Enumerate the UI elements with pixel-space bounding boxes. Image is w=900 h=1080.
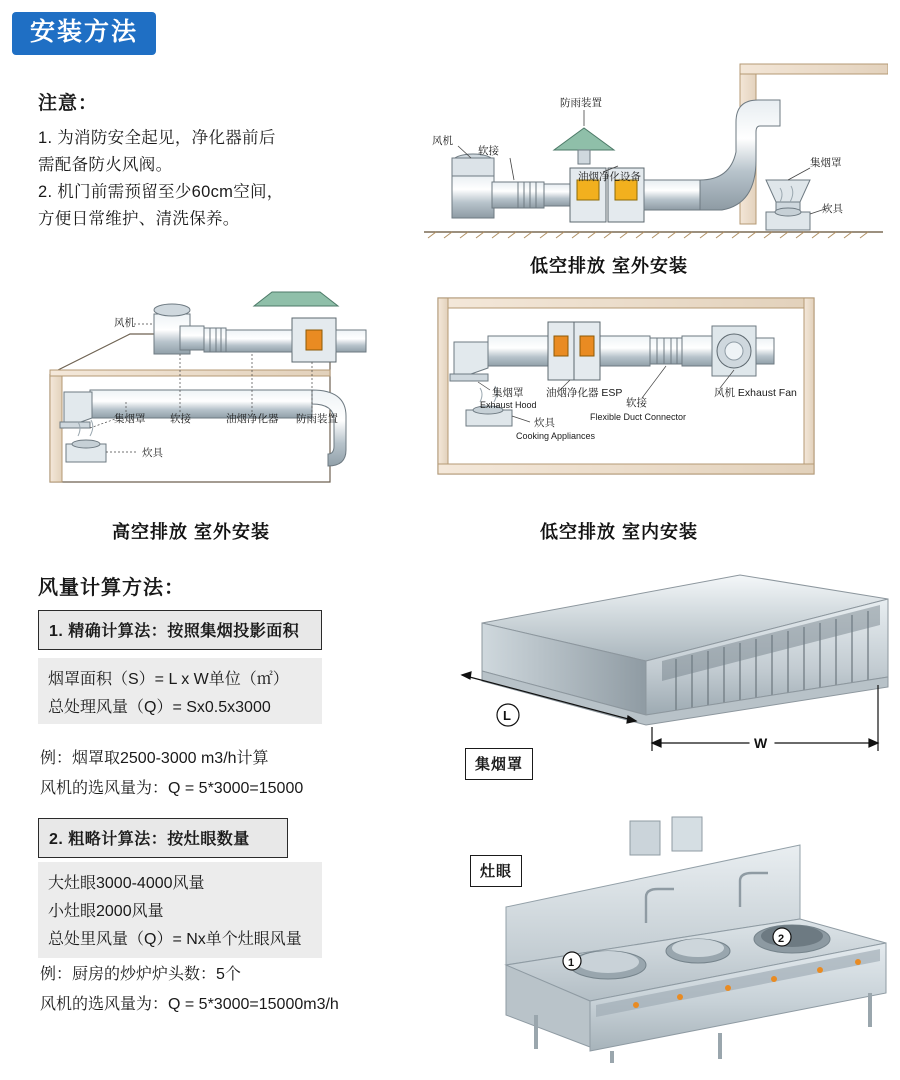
label-purifier: 油烟净化器 [226, 413, 279, 425]
method2-formula-line-2: 小灶眼2000风量 [48, 903, 164, 920]
fan-unit [452, 154, 518, 218]
exhaust-hood [450, 342, 488, 381]
method2-header: 2. 粗略计算法：按灶眼数量 [38, 818, 288, 858]
photo-stove-range [440, 815, 890, 1065]
notice-line-1: 1. 为消防安全起见，净化器前后 [38, 129, 276, 147]
svg-text:L: L [503, 708, 511, 723]
label-purifier-cn: 油烟净化器 ESP [546, 387, 623, 399]
notice-block [38, 88, 328, 233]
stove-tag: 灶眼 [470, 855, 522, 887]
diagram-labels [480, 386, 797, 441]
label-stove: 炊具 [822, 203, 843, 215]
notice-line-4: 方便日常维护、清洗保养。 [38, 210, 240, 228]
label-fan: 风机 [432, 135, 453, 147]
room-outline [438, 298, 814, 474]
method2-example-line-2: 风机的选风量为：Q = 5*3000=15000m3/h [40, 996, 339, 1013]
method2-formula [38, 862, 322, 958]
diagram-low-altitude-indoor [430, 282, 850, 497]
duct-main [90, 390, 346, 466]
page-title-badge: 安装方法 [12, 12, 156, 55]
method1-example-line-1: 例：烟罩取2500-3000 m3/h计算 [40, 750, 269, 767]
label-fan: 风机 [114, 317, 135, 329]
fan-unit [712, 326, 774, 376]
label-hood: 集烟罩 [114, 413, 146, 425]
method2-formula-line-3: 总处里风量（Q）= Nx单个灶眼风量 [48, 931, 302, 948]
flex-connector [518, 182, 544, 208]
notice-line-2: 需配备防火风阀。 [38, 156, 173, 174]
method1-example [40, 744, 370, 804]
airflow-calc-title: 风量计算方法： [38, 577, 185, 599]
label-hood-en: Exhaust Hood [480, 400, 537, 410]
method2-example [40, 960, 400, 1020]
svg-text:2: 2 [778, 933, 785, 945]
method1-formula [38, 658, 322, 724]
label-stove: 炊具 [142, 447, 163, 459]
label-rain-cover: 防雨装置 [296, 413, 338, 425]
notice-line-3: 2. 机门前需预留至少60cm空间， [38, 183, 284, 201]
label-fan-cn: 风机 Exhaust Fan [714, 387, 797, 399]
flue-1 [630, 821, 660, 855]
label-flex-en: Flexible Duct Connector [590, 412, 687, 422]
purifier-unit [226, 318, 366, 362]
label-stove-en: Cooking Appliances [516, 431, 596, 441]
label-rain-cover: 防雨装置 [560, 97, 602, 109]
ceiling [50, 370, 330, 376]
purifier-unit [548, 322, 600, 380]
method2-example-line-1: 例：厨房的炒炉炉头数：5个 [40, 966, 241, 983]
label-flex-cn: 软接 [626, 397, 647, 409]
diagram-low-altitude-outdoor [418, 62, 888, 252]
method1-formula-line-2: 总处理风量（Q）= Sx0.5x3000 [48, 699, 271, 716]
label-purifier: 油烟净化设备 [578, 171, 641, 183]
duct-run [644, 100, 780, 210]
label-flex: 软接 [170, 413, 191, 425]
flue-2 [672, 817, 702, 851]
duct-segment [544, 184, 570, 206]
method1-header: 1. 精确计算法：按照集烟投影面积 [38, 610, 322, 650]
rain-cover [254, 292, 338, 306]
exhaust-hood-right [766, 180, 810, 210]
rain-cover [554, 128, 614, 164]
wall-right [740, 64, 888, 224]
label-stove-cn: 炊具 [534, 417, 555, 429]
notice-title: 注意： [38, 93, 99, 114]
flex-connector [650, 338, 682, 364]
method2-formula-line-1: 大灶眼3000-4000风量 [48, 875, 205, 892]
diagram-high-altitude-outdoor [30, 282, 420, 497]
flex-connector [204, 328, 226, 352]
floor-line [424, 232, 883, 238]
caption-low-altitude-outdoor: 低空排放 室外安装 [530, 256, 689, 276]
caption-high-altitude-outdoor: 高空排放 室外安装 [112, 522, 271, 542]
svg-text:1: 1 [568, 957, 575, 969]
label-flex: 软接 [478, 145, 499, 157]
exhaust-hood-left [60, 392, 92, 428]
label-hood: 集烟罩 [810, 157, 842, 169]
fan-unit [154, 304, 204, 354]
method1-example-line-2: 风机的选风量为：Q = 5*3000=15000 [40, 780, 304, 797]
svg-text:W: W [754, 735, 768, 751]
caption-low-altitude-indoor: 低空排放 室内安装 [540, 522, 699, 542]
hood-tag: 集烟罩 [465, 748, 533, 780]
label-hood-cn: 集烟罩 [492, 387, 524, 399]
method1-formula-line-1: 烟罩面积（S）= L x W单位（㎡） [48, 671, 289, 688]
